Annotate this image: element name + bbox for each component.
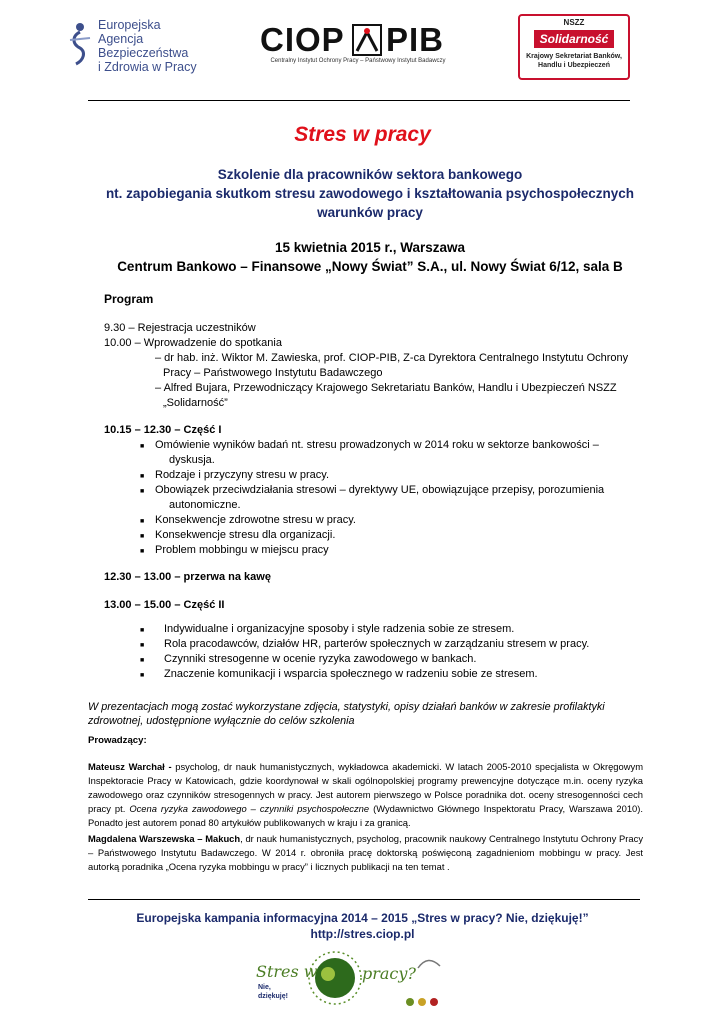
part2-item: Znaczenie komunikacji i wsparcia społecznego w radzeniu sobie ze stresem. bbox=[164, 668, 538, 680]
header-divider bbox=[88, 100, 630, 101]
agenda-line: 9.30 – Rejestracja uczestników bbox=[104, 322, 256, 334]
ciop-figure-icon bbox=[352, 24, 382, 56]
part2-item: Czynniki stresogenne w ocenie ryzyka zawodowego w bankach. bbox=[164, 653, 477, 665]
part2-item: Rola pracodawców, działów HR, parterów społecznych w zarządzaniu stresem w pracy. bbox=[164, 638, 590, 650]
part1-item: Rodzaje i przyczyny stresu w pracy. bbox=[155, 469, 330, 481]
speaker-line: – Alfred Bujara, Przewodniczący Krajowego Sekretariatu Banków, Handlu i Ubezpieczeń NSZZ bbox=[155, 382, 617, 394]
bullet-icon: ■ bbox=[140, 627, 145, 634]
note-line: W prezentacjach mogą zostać wykorzystane zdjęcia, statystyki, opisy działań banków w zakresie profilaktyki bbox=[88, 701, 605, 713]
presenter-text: , dr nauk humanistycznych, psycholog, pracownik naukowy Centralnego Instytutu Ochrony Pracy – Państwowego Instytutu Badawczego. W 2014 r. obroniła pracę doktorską poświęconą zagadnieniom mobbingu w pracy. Jest autorką poradnika „Ocena ryzyka mobbingu w pracy” i licznych publikacji na ten temat . bbox=[88, 833, 644, 872]
part1-item: Omówienie wyników badań nt. stresu prowadzonych w 2014 roku w sektorze bankowości – bbox=[155, 439, 599, 451]
event-date: 15 kwietnia 2015 r., Warszawa bbox=[274, 240, 466, 255]
part1-item: Konsekwencje zdrowotne stresu w pracy. bbox=[155, 514, 356, 526]
footer-link[interactable]: http://stres.ciop.pl bbox=[310, 927, 415, 941]
bullet-icon: ■ bbox=[140, 473, 145, 480]
footer-divider bbox=[88, 899, 640, 900]
part2-heading: 13.00 – 15.00 – Część II bbox=[104, 599, 225, 611]
presenter-text: (Wydawnictwo Głównego Inspektoratu Pracy, Warszawa 2010). Ponadto jest autorem ponad 80 artykułów publikowanych w kraju i za granicą. bbox=[88, 803, 643, 828]
campaign-logo-tag: Nie, bbox=[258, 984, 271, 991]
part1-item: Problem mobbingu w miejscu pracy bbox=[155, 544, 329, 556]
part1-item: autonomiczne. bbox=[169, 499, 241, 511]
part1-heading: 10.15 – 12.30 – Część I bbox=[104, 424, 222, 436]
eu-agency-line: Bezpieczeństwa bbox=[98, 46, 189, 60]
ciop-word: CIOP bbox=[260, 21, 345, 58]
pib-word: PIB bbox=[386, 21, 445, 58]
eu-agency-figure-icon bbox=[68, 22, 92, 66]
bullet-icon: ■ bbox=[140, 443, 145, 450]
bullet-icon: ■ bbox=[140, 548, 145, 555]
bullet-icon: ■ bbox=[140, 518, 145, 525]
presenters-heading: Prowadzący: bbox=[88, 735, 147, 746]
subtitle-line: Szkolenie dla pracowników sektora bankowego bbox=[217, 167, 523, 182]
eu-agency-logo bbox=[68, 18, 198, 74]
speaker-line: – dr hab. inż. Wiktor M. Zawieska, prof. CIOP-PIB, Z-ca Dyrektora Centralnego Instytutu Ochrony bbox=[155, 352, 629, 364]
part1-item: Konsekwencje stresu dla organizacji. bbox=[155, 529, 336, 541]
page-title: Stres w pracy bbox=[294, 123, 431, 146]
presenter-book-title: Ocena ryzyka zawodowego – czynniki psychospołeczne bbox=[129, 803, 370, 814]
part2-item: Indywidualne i organizacyjne sposoby i style radzenia sobie ze stresem. bbox=[164, 623, 515, 635]
event-venue: Centrum Bankowo – Finansowe „Nowy Świat” S.A., ul. Nowy Świat 6/12, sala B bbox=[117, 259, 623, 274]
subtitle-line: warunków pracy bbox=[317, 205, 423, 220]
campaign-logo-tag: dziękuję! bbox=[258, 993, 288, 1000]
presenter-text: psycholog, dr nauk humanistycznych, wykładowca akademicki. W latach 2005-2010 specjalista w Okręgowym Inspektoracie Pracy w Katowicach, gdzie koordynował w skali ogólnopolskiej programy prewencyjne dotyczące m.in. oceny ryzyka zawodowego oraz czynników stresogennych w pracy. Jest autorem pierwszego w Polsce poradnika dot. oceny stresogenności cech pracy pt. bbox=[88, 761, 644, 814]
speaker-line: Pracy – Państwowego Instytutu Badawczego bbox=[163, 367, 383, 379]
break-heading: 12.30 – 13.00 – przerwa na kawę bbox=[104, 571, 271, 583]
solidarnosc-sub-line: Handlu i Ubezpieczeń bbox=[538, 62, 610, 69]
bullet-icon: ■ bbox=[140, 672, 145, 679]
bullet-icon: ■ bbox=[140, 533, 145, 540]
presenter-name: Magdalena Warszewska – Makuch bbox=[88, 833, 241, 844]
bullet-icon: ■ bbox=[140, 642, 145, 649]
part1-item: Obowiązek przeciwdziałania stresowi – dyrektywy UE, obowiązujące przepisy, porozumienia bbox=[155, 484, 605, 496]
speaker-line: „Solidarność” bbox=[163, 397, 228, 409]
eu-agency-line: i Zdrowia w Pracy bbox=[98, 60, 197, 74]
solidarnosc-logo bbox=[518, 14, 630, 80]
presenter-bio bbox=[88, 832, 643, 874]
ciop-pib-logo bbox=[258, 22, 458, 68]
solidarnosc-wordmark: Solidarność bbox=[534, 30, 614, 48]
bullet-icon: ■ bbox=[140, 488, 145, 495]
subtitle-line: nt. zapobiegania skutkom stresu zawodowego i kształtowania psychospołecznych bbox=[105, 186, 635, 201]
solidarnosc-sub-line: Krajowy Sekretariat Banków, bbox=[526, 53, 622, 60]
agenda-line: 10.00 – Wprowadzenie do spotkania bbox=[104, 337, 282, 349]
part1-item: dyskusja. bbox=[169, 454, 215, 466]
presenter-bio bbox=[88, 760, 643, 830]
footer-campaign: Europejska kampania informacyjna 2014 – 2015 „Stres w pracy? Nie, dziękuję!” bbox=[136, 911, 589, 925]
nszz-label: NSZZ bbox=[563, 18, 585, 27]
ciop-tagline: Centralny Instytut Ochrony Pracy – Państwowy Instytut Badawczy bbox=[270, 58, 446, 64]
note-line: zdrowotnej, udostępnione wyłącznie do celów szkolenia bbox=[88, 715, 355, 727]
eu-agency-line: Europejska Agencja bbox=[98, 18, 161, 46]
campaign-logo-left: Stres w bbox=[256, 962, 318, 981]
bullet-icon: ■ bbox=[140, 657, 145, 664]
program-heading: Program bbox=[104, 292, 154, 306]
presenter-name: Mateusz Warchał - bbox=[88, 761, 176, 772]
campaign-logo-right: pracy? bbox=[362, 964, 417, 983]
campaign-logo bbox=[250, 950, 475, 1012]
